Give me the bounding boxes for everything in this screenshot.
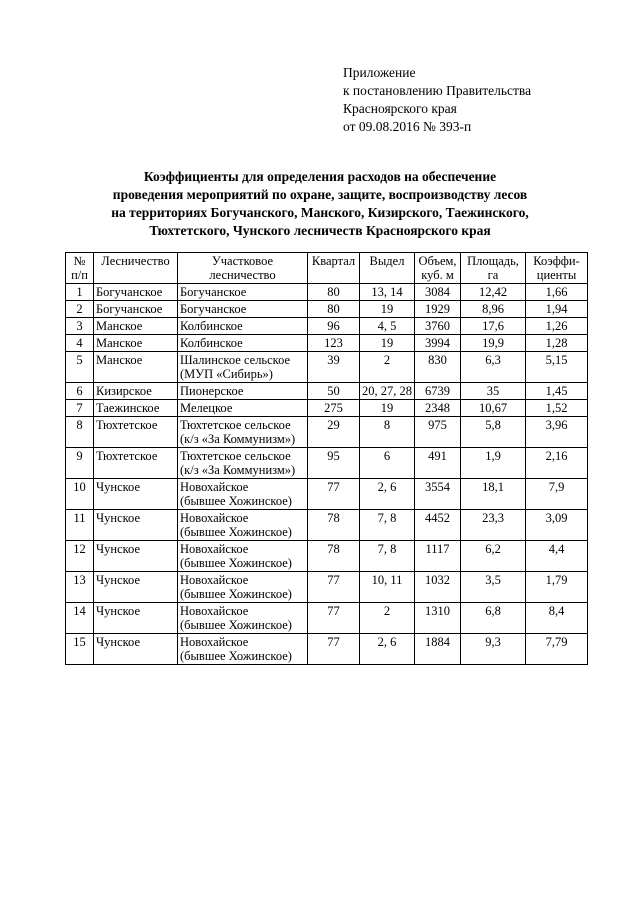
header-coefficient xyxy=(526,253,588,284)
header-quarter xyxy=(308,253,360,284)
header-line: циенты xyxy=(536,268,577,282)
cell-district xyxy=(178,572,308,603)
cell-district xyxy=(178,634,308,665)
cell-coefficient: 1,26 xyxy=(526,318,588,335)
cell-volume: 1310 xyxy=(415,603,461,634)
district-line: (бывшее Хожинское) xyxy=(180,494,292,508)
table-body xyxy=(66,284,588,665)
cell-area: 1,9 xyxy=(461,448,526,479)
cell-quarter: 80 xyxy=(308,301,360,318)
district-line: Колбинское xyxy=(180,319,243,333)
cell-district xyxy=(178,284,308,301)
district-line: Шалинское сельское xyxy=(180,353,291,367)
cell-coefficient: 1,45 xyxy=(526,383,588,400)
table-row xyxy=(66,448,588,479)
cell-forestry: Манское xyxy=(94,318,178,335)
header-volume xyxy=(415,253,461,284)
cell-allotment: 6 xyxy=(360,448,415,479)
cell-volume: 6739 xyxy=(415,383,461,400)
cell-volume: 3994 xyxy=(415,335,461,352)
cell-coefficient: 4,4 xyxy=(526,541,588,572)
cell-area: 3,5 xyxy=(461,572,526,603)
table-row xyxy=(66,541,588,572)
district-line: (МУП «Сибирь») xyxy=(180,367,273,381)
cell-quarter: 29 xyxy=(308,417,360,448)
cell-coefficient: 2,16 xyxy=(526,448,588,479)
cell-quarter: 50 xyxy=(308,383,360,400)
cell-district xyxy=(178,400,308,417)
cell-area: 19,9 xyxy=(461,335,526,352)
cell-district xyxy=(178,352,308,383)
table-row xyxy=(66,284,588,301)
header-line: Лесничество xyxy=(101,254,170,268)
district-line: Новохайское xyxy=(180,542,249,556)
header-line: Участковое xyxy=(211,254,274,268)
cell-forestry: Чунское xyxy=(94,541,178,572)
district-line: Мелецкое xyxy=(180,401,233,415)
cell-allotment: 20, 27, 28 xyxy=(360,383,415,400)
cell-coefficient: 1,94 xyxy=(526,301,588,318)
title-line: проведения мероприятий по охране, защите, воспроизводству лесов xyxy=(112,187,528,202)
table-row xyxy=(66,572,588,603)
cell-district xyxy=(178,603,308,634)
district-line: (бывшее Хожинское) xyxy=(180,525,292,539)
cell-forestry: Тюхтетское xyxy=(94,417,178,448)
cell-quarter: 77 xyxy=(308,634,360,665)
cell-coefficient: 1,52 xyxy=(526,400,588,417)
cell-area: 5,8 xyxy=(461,417,526,448)
cell-allotment: 10, 11 xyxy=(360,572,415,603)
district-line: Новохайское xyxy=(180,573,249,587)
table-row xyxy=(66,603,588,634)
cell-num: 2 xyxy=(66,301,94,318)
cell-allotment: 7, 8 xyxy=(360,510,415,541)
cell-district xyxy=(178,383,308,400)
cell-quarter: 95 xyxy=(308,448,360,479)
cell-forestry: Таежинское xyxy=(94,400,178,417)
cell-allotment: 19 xyxy=(360,301,415,318)
cell-coefficient: 7,9 xyxy=(526,479,588,510)
cell-coefficient: 1,28 xyxy=(526,335,588,352)
cell-num: 13 xyxy=(66,572,94,603)
cell-forestry: Манское xyxy=(94,352,178,383)
cell-district xyxy=(178,479,308,510)
district-line: (бывшее Хожинское) xyxy=(180,618,292,632)
cell-area: 35 xyxy=(461,383,526,400)
cell-allotment: 2 xyxy=(360,603,415,634)
cell-volume: 1117 xyxy=(415,541,461,572)
cell-allotment: 2 xyxy=(360,352,415,383)
cell-volume: 3554 xyxy=(415,479,461,510)
cell-area: 23,3 xyxy=(461,510,526,541)
cell-area: 6,2 xyxy=(461,541,526,572)
cell-forestry: Чунское xyxy=(94,510,178,541)
district-line: Богучанское xyxy=(180,285,247,299)
title-line: Тюхтетского, Чунского лесничеств Красноярского края xyxy=(149,223,491,238)
cell-volume: 3760 xyxy=(415,318,461,335)
district-line: (бывшее Хожинское) xyxy=(180,587,292,601)
district-line: Богучанское xyxy=(180,302,247,316)
cell-num: 12 xyxy=(66,541,94,572)
cell-num: 9 xyxy=(66,448,94,479)
cell-volume: 1884 xyxy=(415,634,461,665)
cell-allotment: 2, 6 xyxy=(360,479,415,510)
header-allotment xyxy=(360,253,415,284)
cell-allotment: 13, 14 xyxy=(360,284,415,301)
cell-quarter: 39 xyxy=(308,352,360,383)
table-row xyxy=(66,510,588,541)
cell-quarter: 96 xyxy=(308,318,360,335)
cell-num: 4 xyxy=(66,335,94,352)
cell-area: 17,6 xyxy=(461,318,526,335)
cell-area: 6,3 xyxy=(461,352,526,383)
header-line: Объем, xyxy=(418,254,457,268)
cell-forestry: Чунское xyxy=(94,572,178,603)
cell-coefficient: 1,79 xyxy=(526,572,588,603)
cell-coefficient: 1,66 xyxy=(526,284,588,301)
district-line: (к/з «За Коммунизм») xyxy=(180,432,296,446)
cell-num: 11 xyxy=(66,510,94,541)
document-title xyxy=(60,168,580,240)
table-row xyxy=(66,383,588,400)
cell-area: 6,8 xyxy=(461,603,526,634)
cell-forestry: Богучанское xyxy=(94,301,178,318)
cell-num: 5 xyxy=(66,352,94,383)
header-area xyxy=(461,253,526,284)
title-line: Коэффициенты для определения расходов на обеспечение xyxy=(143,169,497,184)
header-line: Выдел xyxy=(369,254,405,268)
cell-district xyxy=(178,417,308,448)
cell-volume: 491 xyxy=(415,448,461,479)
cell-forestry: Чунское xyxy=(94,603,178,634)
cell-coefficient: 3,09 xyxy=(526,510,588,541)
cell-area: 9,3 xyxy=(461,634,526,665)
district-line: Колбинское xyxy=(180,336,243,350)
cell-quarter: 77 xyxy=(308,479,360,510)
cell-num: 10 xyxy=(66,479,94,510)
table-row xyxy=(66,301,588,318)
cell-coefficient: 7,79 xyxy=(526,634,588,665)
cell-allotment: 2, 6 xyxy=(360,634,415,665)
cell-quarter: 80 xyxy=(308,284,360,301)
district-line: (бывшее Хожинское) xyxy=(180,649,292,663)
cell-quarter: 78 xyxy=(308,510,360,541)
cell-quarter: 123 xyxy=(308,335,360,352)
header-forestry xyxy=(94,253,178,284)
table-row xyxy=(66,335,588,352)
header-line: га xyxy=(487,268,499,282)
cell-coefficient: 3,96 xyxy=(526,417,588,448)
district-line: Тюхтетское сельское xyxy=(180,449,291,463)
cell-coefficient: 8,4 xyxy=(526,603,588,634)
cell-allotment: 7, 8 xyxy=(360,541,415,572)
cell-forestry: Чунское xyxy=(94,479,178,510)
district-line: (бывшее Хожинское) xyxy=(180,556,292,570)
header-line: куб. м xyxy=(421,268,454,282)
cell-area: 10,67 xyxy=(461,400,526,417)
cell-quarter: 77 xyxy=(308,572,360,603)
header-line: п/п xyxy=(71,268,88,282)
cell-allotment: 19 xyxy=(360,400,415,417)
district-line: Новохайское xyxy=(180,604,249,618)
cell-allotment: 19 xyxy=(360,335,415,352)
cell-volume: 1929 xyxy=(415,301,461,318)
cell-volume: 4452 xyxy=(415,510,461,541)
appendix-line: Красноярского края xyxy=(343,101,457,116)
table-row xyxy=(66,417,588,448)
cell-num: 14 xyxy=(66,603,94,634)
cell-num: 7 xyxy=(66,400,94,417)
district-line: Пионерское xyxy=(180,384,244,398)
header-line: Квартал xyxy=(311,254,356,268)
cell-district xyxy=(178,448,308,479)
header-line: Площадь, xyxy=(467,254,519,268)
header-line: № xyxy=(73,254,86,268)
cell-quarter: 77 xyxy=(308,603,360,634)
cell-area: 18,1 xyxy=(461,479,526,510)
table-row xyxy=(66,318,588,335)
title-line: на территориях Богучанского, Манского, Кизирского, Таежинского, xyxy=(111,205,529,220)
cell-quarter: 275 xyxy=(308,400,360,417)
cell-volume: 1032 xyxy=(415,572,461,603)
header-district xyxy=(178,253,308,284)
cell-forestry: Чунское xyxy=(94,634,178,665)
appendix-line: Приложение xyxy=(343,65,416,80)
cell-forestry: Манское xyxy=(94,335,178,352)
cell-district xyxy=(178,510,308,541)
district-line: Новохайское xyxy=(180,635,249,649)
cell-volume: 3084 xyxy=(415,284,461,301)
district-line: (к/з «За Коммунизм») xyxy=(180,463,296,477)
header-line: Коэффи- xyxy=(533,254,580,268)
cell-forestry: Кизирское xyxy=(94,383,178,400)
cell-district xyxy=(178,541,308,572)
cell-num: 1 xyxy=(66,284,94,301)
cell-district xyxy=(178,301,308,318)
cell-quarter: 78 xyxy=(308,541,360,572)
table-row xyxy=(66,400,588,417)
cell-allotment: 4, 5 xyxy=(360,318,415,335)
appendix-line: к постановлению Правительства xyxy=(343,83,532,98)
cell-allotment: 8 xyxy=(360,417,415,448)
appendix-line: от 09.08.2016 № 393-п xyxy=(343,119,472,134)
cell-forestry: Богучанское xyxy=(94,284,178,301)
cell-volume: 830 xyxy=(415,352,461,383)
cell-volume: 2348 xyxy=(415,400,461,417)
cell-volume: 975 xyxy=(415,417,461,448)
district-line: Тюхтетское сельское xyxy=(180,418,291,432)
cell-area: 8,96 xyxy=(461,301,526,318)
header-line: лесничество xyxy=(209,268,276,282)
cell-coefficient: 5,15 xyxy=(526,352,588,383)
district-line: Новохайское xyxy=(180,480,249,494)
table-row xyxy=(66,479,588,510)
header-num xyxy=(66,253,94,284)
cell-district xyxy=(178,335,308,352)
cell-num: 3 xyxy=(66,318,94,335)
appendix-block xyxy=(343,64,531,136)
cell-district xyxy=(178,318,308,335)
cell-forestry: Тюхтетское xyxy=(94,448,178,479)
cell-num: 8 xyxy=(66,417,94,448)
district-line: Новохайское xyxy=(180,511,249,525)
table-header-row xyxy=(66,253,588,284)
cell-area: 12,42 xyxy=(461,284,526,301)
coefficients-table xyxy=(65,252,588,665)
cell-num: 15 xyxy=(66,634,94,665)
cell-num: 6 xyxy=(66,383,94,400)
table-row xyxy=(66,634,588,665)
table-row xyxy=(66,352,588,383)
